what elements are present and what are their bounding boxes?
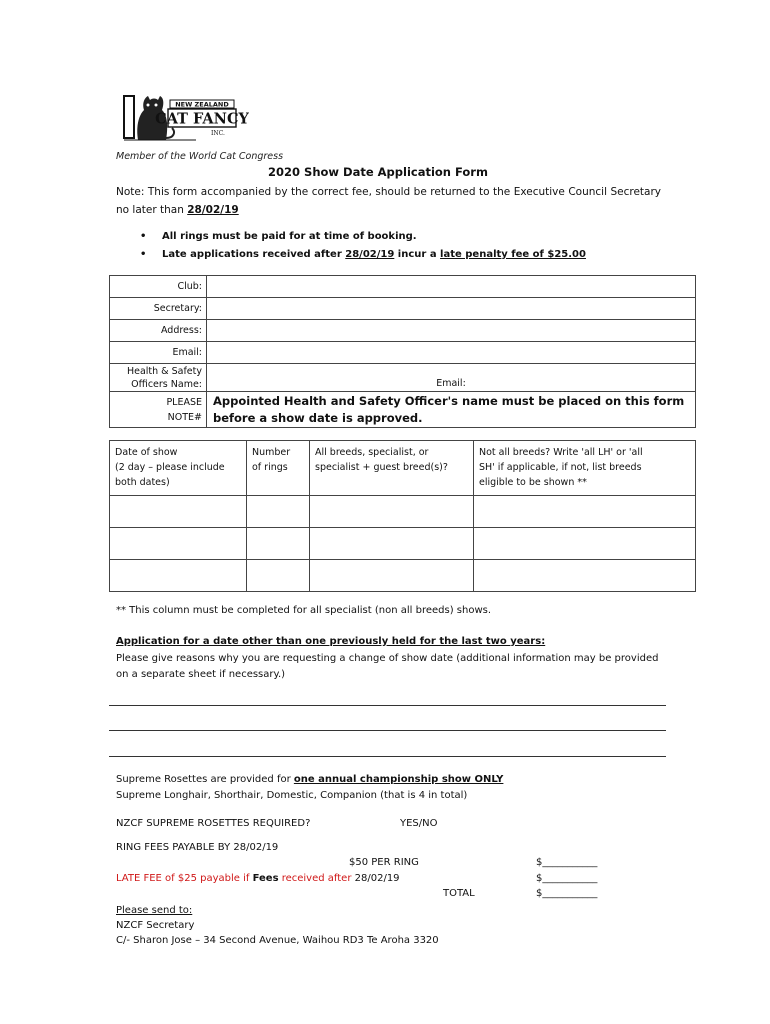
rosettes-yes-no[interactable]: YES/NO: [400, 818, 438, 829]
header-breeds-eligible: Not all breeds? Write 'all LH' or 'all SH' if applicable, if not, list breeds eligible to be shown **: [474, 441, 696, 496]
rosettes-info: Supreme Rosettes are provided for one annual championship show ONLY: [116, 774, 504, 785]
reason-line[interactable]: [109, 756, 666, 757]
submission-note: [116, 183, 661, 219]
email-label: Email:: [110, 342, 207, 364]
hs-officer-field[interactable]: [207, 364, 696, 392]
header-number-of-rings: Number of rings: [247, 441, 310, 496]
table-row: [110, 528, 696, 560]
rules-list: [140, 228, 586, 264]
email-field[interactable]: [207, 342, 696, 364]
date-cell[interactable]: [110, 496, 247, 528]
late-fee-notice: LATE FEE of $25 payable if Fees received after 28/02/19: [116, 873, 400, 884]
club-info-table: [109, 275, 696, 428]
per-ring-fee: $50 PER RING: [349, 857, 419, 868]
table-row: [110, 496, 696, 528]
table-row: [110, 560, 696, 592]
logo-text-inc: INC.: [211, 130, 225, 137]
form-title: 2020 Show Date Application Form: [268, 165, 488, 179]
club-label: Club:: [110, 276, 207, 298]
total-amount-field[interactable]: $___________: [536, 888, 598, 899]
secretary-label: Secretary:: [110, 298, 207, 320]
specialist-footnote: ** This column must be completed for all specialist (non all breeds) shows.: [116, 605, 492, 616]
date-change-heading: Application for a date other than one previously held for the last two years:: [116, 636, 546, 647]
rings-cell[interactable]: [247, 496, 310, 528]
breeds-cell[interactable]: [474, 528, 696, 560]
please-note-label: PLEASE NOTE#: [110, 392, 207, 428]
rings-cell[interactable]: [247, 560, 310, 592]
breed-type-cell[interactable]: [310, 496, 474, 528]
rule-item-payment: • All rings must be paid for at time of booking.: [140, 228, 586, 246]
rule-item-late: • Late applications received after 28/02/19 incur a late penalty fee of $25.00: [140, 246, 586, 264]
rosettes-required-label: NZCF SUPREME ROSETTES REQUIRED?: [116, 818, 311, 829]
please-note-text: Appointed Health and Safety Officer's name must be placed on this form before a show date is approved.: [207, 392, 696, 428]
breed-type-cell[interactable]: [310, 560, 474, 592]
logo-text-nz: NEW ZEALAND: [175, 100, 229, 109]
club-field[interactable]: [207, 276, 696, 298]
member-caption: Member of the World Cat Congress: [116, 151, 284, 162]
total-label: TOTAL: [443, 888, 475, 899]
ring-fee-amount-field[interactable]: $___________: [536, 857, 598, 868]
address-field[interactable]: [207, 320, 696, 342]
send-to-address: C/- Sharon Jose – 34 Second Avenue, Waihou RD3 Te Aroha 3320: [116, 935, 439, 946]
breeds-cell[interactable]: [474, 496, 696, 528]
hs-officer-label: Health & Safety Officers Name:: [110, 364, 207, 392]
date-change-instructions: Please give reasons why you are requesting a change of show date (additional information may be provided on a separate sheet if necessary.): [116, 653, 659, 680]
header-breed-type: All breeds, specialist, or specialist + guest breed(s)?: [310, 441, 474, 496]
show-dates-table: [109, 440, 696, 592]
address-label: Address:: [110, 320, 207, 342]
date-cell[interactable]: [110, 528, 247, 560]
hs-email-label: Email:: [436, 378, 466, 389]
secretary-field[interactable]: [207, 298, 696, 320]
note-deadline: 28/02/19: [187, 204, 239, 216]
send-to-recipient: NZCF Secretary: [116, 920, 195, 931]
reason-line[interactable]: [109, 705, 666, 706]
reason-line[interactable]: [109, 730, 666, 731]
ring-fees-deadline: RING FEES PAYABLE BY 28/02/19: [116, 842, 279, 853]
note-text: Note: This form accompanied by the correct fee, should be returned to the Executive Council Secretary no later than: [116, 186, 661, 216]
late-fee-amount-field[interactable]: $___________: [536, 873, 598, 884]
nzcf-logo: [122, 88, 249, 148]
breed-type-cell[interactable]: [310, 528, 474, 560]
breeds-cell[interactable]: [474, 560, 696, 592]
header-date-of-show: Date of show (2 day – please include both dates): [110, 441, 247, 496]
date-cell[interactable]: [110, 560, 247, 592]
logo-text-catfancy: CAT FANCY: [155, 110, 249, 128]
send-to-heading: Please send to:: [116, 905, 193, 916]
rings-cell[interactable]: [247, 528, 310, 560]
rosettes-detail: Supreme Longhair, Shorthair, Domestic, Companion (that is 4 in total): [116, 790, 468, 801]
